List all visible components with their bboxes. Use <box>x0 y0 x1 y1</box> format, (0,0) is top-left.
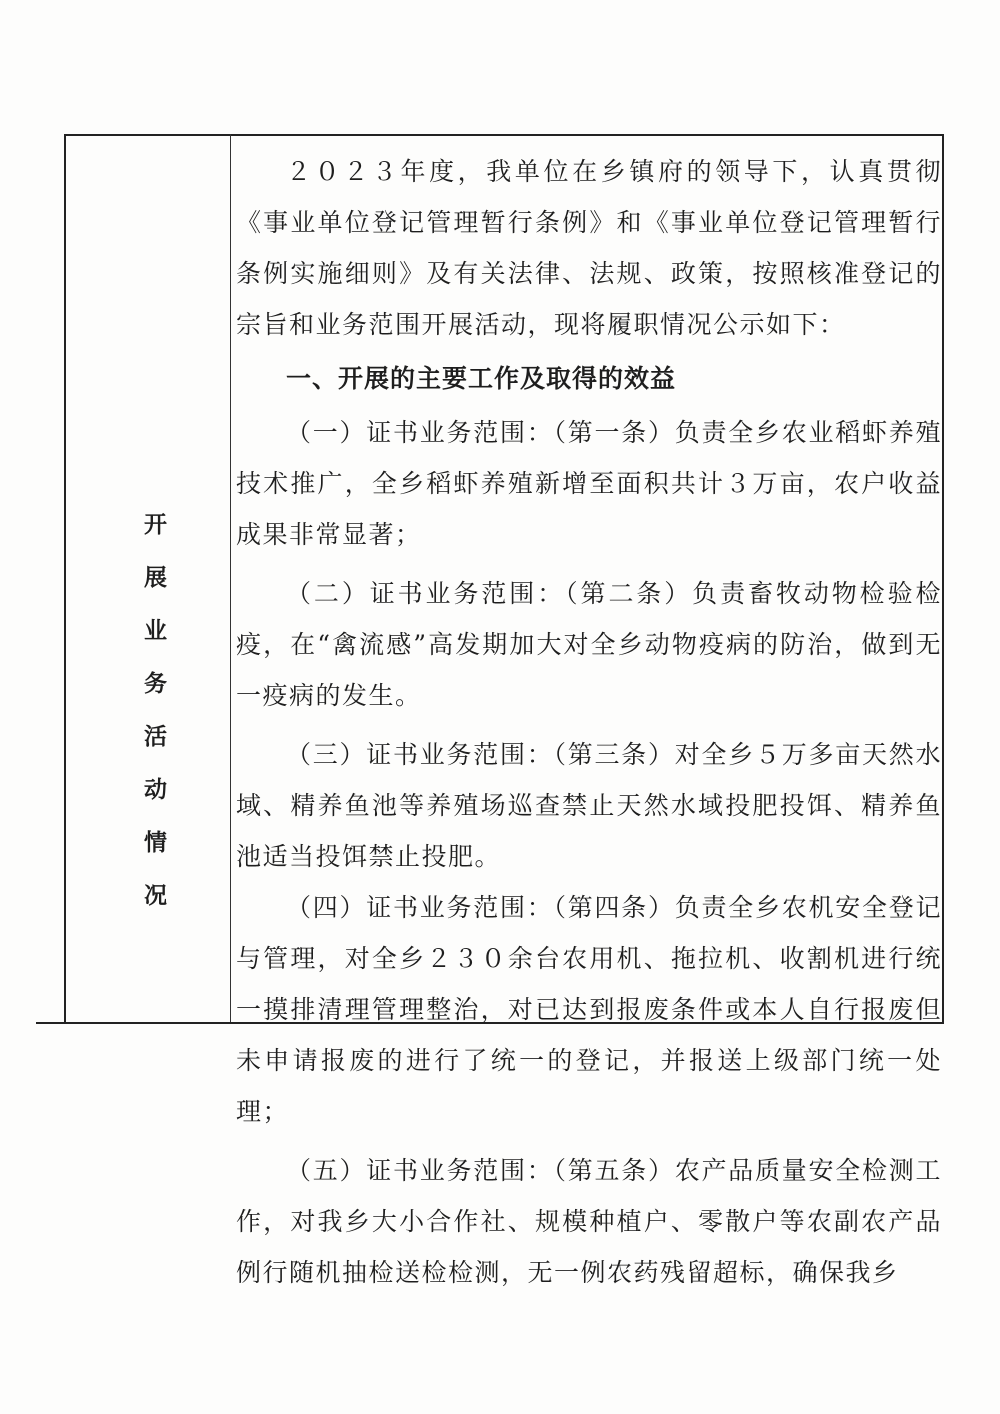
intro-paragraph: ２０２３年度，我单位在乡镇府的领导下，认真贯彻《事业单位登记管理暂行条例》和《事业单位登记管理暂行条例实施细则》及有关法律、法规、政策，按照核准登记的宗旨和业务范围开展活动，现将履职情况公示如下： <box>236 157 942 339</box>
list-item: （四）证书业务范围：（第四条）负责全乡农机安全登记与管理，对全乡２３０余台农用机、拖拉机、收割机进行统一摸排清理管理整治，对已达到报废条件或本人自行报废但未申请报废的进行了统一的登记，并报送上级部门统一处理； <box>236 893 942 1126</box>
list-item: （五）证书业务范围：（第五条）农产品质量安全检测工作，对我乡大小合作社、规模种植户、零散户等农副农产品例行随机抽检送检检测，无一例农药残留超标，确保我乡 <box>236 1156 942 1287</box>
list-item: （一）证书业务范围：（第一条）负责全乡农业稻虾养殖技术推广，全乡稻虾养殖新增至面积共计３万亩，农户收益成果非常显著； <box>236 418 942 549</box>
column-divider <box>230 134 231 1022</box>
list-item: （二）证书业务范围：（第二条）负责畜牧动物检验检疫，在“禽流感”高发期加大对全乡动物疫病的防治，做到无一疫病的发生。 <box>236 579 942 710</box>
list-item: （三）证书业务范围：（第三条）对全乡５万多亩天然水域、精养鱼池等养殖场巡查禁止天然水域投肥投饵、精养鱼池适当投饵禁止投肥。 <box>236 740 942 871</box>
row-label: 开展业务活动情况 <box>140 512 167 936</box>
content-cell <box>236 146 942 1298</box>
section-heading: 一、开展的主要工作及取得的效益 <box>286 364 677 393</box>
